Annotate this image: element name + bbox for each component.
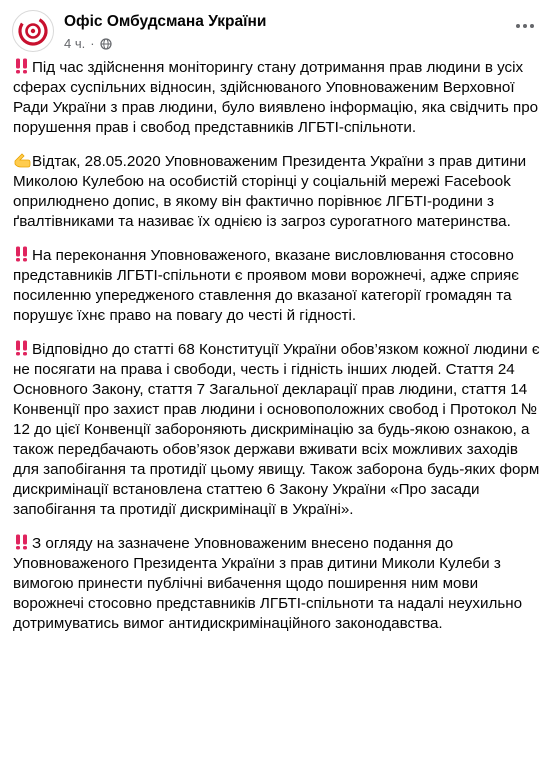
more-options-icon[interactable] (511, 14, 539, 38)
globe-icon[interactable] (100, 38, 112, 50)
paragraph-text: Під час здійснення моніторингу стану дотримання прав людини в усіх сферах суспільних відносин, здійснюваного Уповноваженим Верховної Ради України з прав людини, було виявлено інформацію, яка свідчить про порушення прав і свобод представників ЛГБТІ-спільноти. (13, 59, 539, 136)
paragraph-text: Відтак, 28.05.2020 Уповноваженим Президента України з прав дитини Миколою Кулебою на особистій сторінці у соціальній мережі Facebook оприлюднено допис, в якому він фактично порівнює ЛГБТІ-родини з ґвалтівниками та називає їх однією із загроз сурогатного материнства. (13, 153, 527, 230)
double-exclamation-icon (13, 246, 31, 262)
post-paragraph (13, 246, 543, 326)
post-body (13, 58, 543, 648)
post-paragraph (13, 534, 543, 634)
page-avatar[interactable] (12, 10, 54, 52)
paragraph-text: Відповідно до статті 68 Конституції України обов’язком кожної людини є не посягати на права і свободи, честь і гідність інших людей. Стаття 24 Основного Закону, стаття 7 Загальної декларації прав людини, стаття 14 Конвенції про захист прав людини і основоположних свобод і Протокол № 12 до цієї Конвенції забороняють дискримінацію за будь-якою ознакою, а також передбачають обов’язок держави вживати всіх можливих заходів для запобігання та протидії цьому явищу. Також заборона будь-яких форм дискримінації встановлена статтею 6 Закону України «Про засади запобігання та протидії дискримінації в Україні». (13, 341, 540, 518)
paragraph-text: З огляду на зазначене Уповноваженим внесено подання до Уповноваженого Президента України з прав дитини Миколи Кулеби з вимогою принести публічні вибачення щодо поширення ним мови ворожнечі стосовно представників ЛГБТІ-спільноти та надалі неухильно дотримуватись вимог антидискримінаційного законодавства. (13, 535, 523, 632)
pointing-hand-icon (13, 152, 31, 168)
page-name-link[interactable]: Офіс Омбудсмана України (64, 13, 267, 30)
double-exclamation-icon (13, 58, 31, 74)
double-exclamation-icon (13, 534, 31, 550)
post-timestamp[interactable]: 4 ч. (64, 36, 86, 51)
post-paragraph (13, 340, 543, 520)
post-meta (64, 36, 112, 51)
paragraph-text: На переконання Уповноваженого, вказане висловлювання стосовно представників ЛГБТІ-спільноти є проявом мови ворожнечі, адже сприяє посиленню упередженого ставлення до вказаної категорії громадян та порушує їхнє право на повагу до честі й гідності. (13, 247, 519, 324)
ombudsman-logo-icon (13, 11, 53, 51)
post-header (12, 10, 543, 58)
meta-separator: · (90, 36, 95, 51)
post-paragraph (13, 58, 543, 138)
double-exclamation-icon (13, 340, 31, 356)
post-paragraph (13, 152, 543, 232)
